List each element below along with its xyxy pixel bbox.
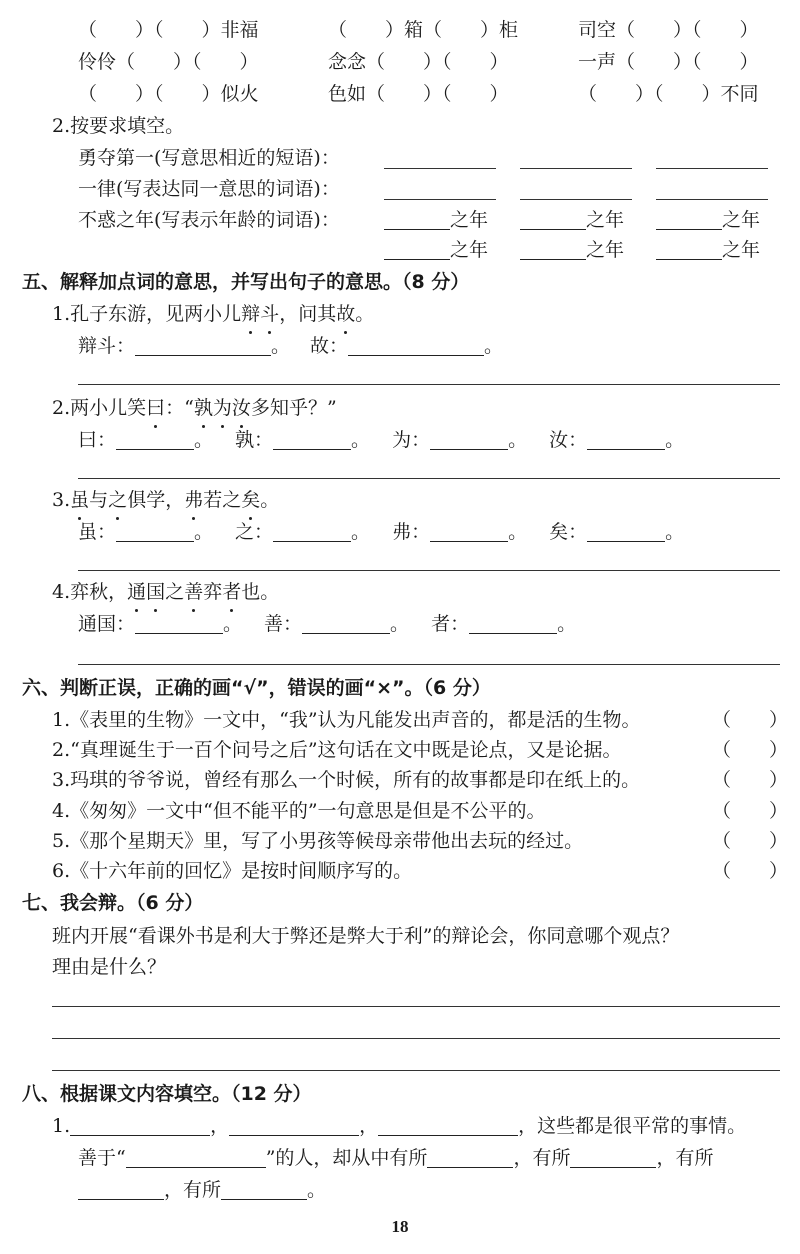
answer-blank[interactable] (221, 1179, 307, 1200)
answer-blank[interactable] (430, 429, 508, 450)
answer-blank[interactable] (520, 199, 632, 200)
dotted-word: 为 (212, 397, 232, 419)
dotted-word: 曰 (146, 397, 166, 419)
answer-blank[interactable] (273, 521, 351, 542)
section-8-heading: 八、根据课文内容填空。（12 分） (22, 1083, 312, 1105)
answer-blank[interactable] (135, 335, 271, 356)
debate-prompt-line-2: 理由是什么？ (52, 956, 167, 978)
answer-blank[interactable] (570, 1147, 656, 1168)
answer-blank[interactable] (229, 1115, 359, 1136)
answer-blank[interactable] (70, 1115, 210, 1136)
answer-blank[interactable] (520, 168, 632, 169)
answer-blank[interactable] (384, 199, 496, 200)
answer-blank[interactable] (656, 199, 768, 200)
answer-blank[interactable] (587, 521, 665, 542)
answer-blank[interactable] (384, 239, 450, 260)
age-item: 之年 (384, 208, 488, 232)
answer-blank[interactable] (469, 613, 557, 634)
answer-blank[interactable] (116, 429, 194, 450)
sentence-meaning-line[interactable] (78, 664, 780, 665)
section-5-heading: 五、解释加点词的意思，并写出句子的意思。（8 分） (22, 271, 470, 293)
idiom-row-3b: 色如（ ）（ ） (328, 83, 509, 105)
sentence-meaning-line[interactable] (78, 384, 780, 385)
dotted-word: 国 (146, 581, 166, 603)
judge-answer-box[interactable]: （ ） (712, 769, 789, 791)
s5-q4-answers: 通国： 。 善： 。 者： 。 (78, 613, 577, 635)
dotted-word: 者 (222, 581, 242, 603)
s8-q1-line2: 善于“ ”的人，却从中有所 ，有所 ，有所 (78, 1147, 714, 1169)
answer-blank[interactable] (378, 1115, 518, 1136)
answer-blank[interactable] (656, 239, 722, 260)
idiom-row-2c: 一声（ ）（ ） (578, 51, 759, 73)
answer-blank[interactable] (384, 209, 450, 230)
s5-q2-answers: 曰： 。 孰： 。 为： 。 汝： 。 (78, 429, 685, 451)
s5-q1-sentence: 1.孔子东游，见两小儿辩斗，问其故。 (52, 303, 375, 325)
answer-blank[interactable] (273, 429, 351, 450)
question-2-title: 2.按要求填空。 (52, 115, 185, 137)
idiom-row-3a: （ ）（ ）似火 (78, 83, 259, 105)
sentence-meaning-line[interactable] (78, 570, 780, 571)
judge-item-1: 1.《表里的生物》一文中，“我”认为凡能发出声音的，都是活的生物。 (52, 709, 641, 731)
answer-blank[interactable] (520, 209, 586, 230)
sentence-meaning-line[interactable] (78, 478, 780, 479)
writing-line[interactable] (52, 1006, 780, 1007)
answer-blank[interactable] (430, 521, 508, 542)
idiom-row-2a: 伶伶（ ）（ ） (78, 51, 259, 73)
answer-blank[interactable] (656, 168, 768, 169)
writing-line[interactable] (52, 1038, 780, 1039)
judge-item-3: 3.玛琪的爷爷说，曾经有那么一个时候，所有的故事都是印在纸上的。 (52, 769, 641, 791)
debate-prompt-line-1: 班内开展“看课外书是利大于弊还是弊大于利”的辩论会，你同意哪个观点？ (52, 925, 680, 947)
idiom-row-3c: （ ）（ ）不同 (578, 83, 759, 105)
dotted-word: 故 (336, 303, 356, 325)
judge-item-6: 6.《十六年前的回忆》是按时间顺序写的。 (52, 860, 413, 882)
q2-prompt-b: 一律(写表达同一意思的词语)： (78, 178, 340, 200)
s5-q3-sentence: 3.虽与之俱学，弗若之矣。 (52, 489, 280, 511)
answer-blank[interactable] (135, 613, 223, 634)
s8-q1-line3: ，有所 。 (78, 1178, 326, 1202)
judge-answer-box[interactable]: （ ） (712, 860, 789, 882)
age-item: 之年 (656, 208, 760, 232)
dotted-word: 斗 (260, 303, 280, 325)
dotted-word: 通 (127, 581, 147, 603)
q2-prompt-c: 不惑之年(写表示年龄的词语)： (78, 209, 340, 231)
idiom-row-2b: 念念（ ）（ ） (328, 51, 509, 73)
judge-item-5: 5.《那个星期天》里，写了小男孩等候母亲带他出去玩的经过。 (52, 830, 584, 852)
age-item: 之年 (520, 238, 624, 262)
section-6-heading: 六、判断正误，正确的画“√”，错误的画“×”。（6 分） (22, 677, 491, 699)
answer-blank[interactable] (427, 1147, 513, 1168)
age-item: 之年 (656, 238, 760, 262)
judge-answer-box[interactable]: （ ） (712, 709, 789, 731)
s5-q2-sentence: 2.两小儿笑曰：“孰为汝多知乎？” (52, 397, 337, 419)
dotted-word: 善 (184, 581, 204, 603)
s8-q1-line1: 1. ， ， ，这些都是很平常的事情。 (52, 1115, 747, 1137)
judge-answer-box[interactable]: （ ） (712, 800, 789, 822)
s5-q3-answers: 虽： 。 之： 。 弗： 。 矣： 。 (78, 521, 685, 543)
dotted-word: 虽 (70, 489, 90, 511)
answer-blank[interactable] (348, 335, 484, 356)
s5-q1-answers: 辩斗： 。 故： 。 (78, 335, 504, 357)
dotted-word: 汝 (231, 397, 251, 419)
judge-answer-box[interactable]: （ ） (712, 739, 789, 761)
answer-blank[interactable] (126, 1147, 266, 1168)
answer-blank[interactable] (656, 209, 722, 230)
q2-prompt-a: 勇夺第一(写意思相近的短语)： (78, 147, 340, 169)
dotted-word: 孰 (193, 397, 213, 419)
judge-item-2: 2.“真理诞生于一百个问号之后”这句话在文中既是论点，又是论据。 (52, 739, 622, 761)
section-7-heading: 七、我会辩。（6 分） (22, 892, 204, 914)
dotted-word: 之 (108, 489, 128, 511)
idiom-row-1a: （ ）（ ）非福 (78, 19, 259, 41)
dotted-word: 矣 (241, 489, 261, 511)
age-item: 之年 (520, 208, 624, 232)
answer-blank[interactable] (116, 521, 194, 542)
writing-line[interactable] (52, 1070, 780, 1071)
idiom-row-1c: 司空（ ）（ ） (578, 19, 759, 41)
answer-blank[interactable] (302, 613, 390, 634)
idiom-row-1b: （ ）箱（ ）柜 (328, 19, 519, 41)
answer-blank[interactable] (520, 239, 586, 260)
answer-blank[interactable] (587, 429, 665, 450)
judge-answer-box[interactable]: （ ） (712, 830, 789, 852)
page-number: 18 (391, 1217, 409, 1236)
age-item: 之年 (384, 238, 488, 262)
s5-q4-sentence: 4.弈秋，通国之善弈者也。 (52, 581, 280, 603)
dotted-word: 辩 (241, 303, 261, 325)
answer-blank[interactable] (78, 1179, 164, 1200)
answer-blank[interactable] (384, 168, 496, 169)
judge-item-4: 4.《匆匆》一文中“但不能平的”一句意思是但是不公平的。 (52, 800, 546, 822)
dotted-word: 弗 (184, 489, 204, 511)
